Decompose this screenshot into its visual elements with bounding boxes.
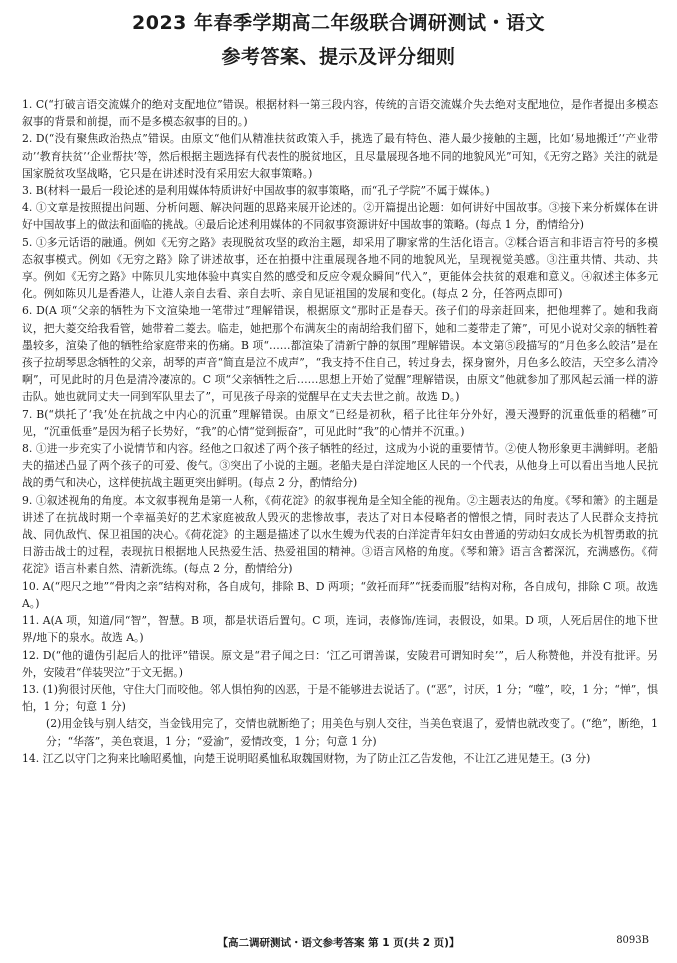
answer-item: 1. C(“打破言语交流媒介的绝对支配地位”错误。根据材料一第三段内容，传统的言语交流媒介失去绝对支配地位，是作者提出多模态叙事的背景和前提，而不是多模态叙事的目的。) [22,98,658,129]
footer-code: 8093B [616,935,649,946]
answer-item: 10. A(“咫尺之地”“骨肉之亲”结构对称，各自成句，排除 B、D 两项；“敛衽而拜”“抚委而服”结构对称，各自成句，排除 C 项。故选 A。) [22,579,658,610]
answer-item: 2. D(“没有聚焦政治热点”错误。由原文“他们从精准扶贫政策入手，挑选了最有特色、港人最少接触的主题，比如‘易地搬迁’‘产业带动’‘教育扶贫’‘企业帮扶’等，然后根据主题选择有代表性的脱贫地区，且尽量展现各地不同的地貌风光”可知，《无穷之路》关注的就是国家脱贫攻坚战略，它只是在讲述时没有采用宏大叙事策略。) [22,132,658,180]
answer-subitem: (2)用金钱与别人结交，当金钱用完了，交情也就断绝了；用美色与别人交往，当美色衰退了，爱情也就改变了。(“绝”，断绝，1 分；“华落”，美色衰退，1 分；“爱渝”，爱情改变，1 分；句意 1 分) [46,717,658,748]
answer-item: 11. A(A 项，知道/同“智”，智慧。B 项，都是状语后置句。C 项，连词，表修饰/连词，表假设，如果。D 项，人死后居住的地下世界/地下的泉水。故选 A。) [22,614,658,645]
answer-list [22,96,658,767]
answer-item: 12. D(“他的谴伪引起后人的批评”错误。原文是“君子闻之曰：‘江乙可谓善谋，安陵君可谓知时矣’”，后人称赞他，并没有批评。另外，安陵君“佯装哭泣”于文无据。) [22,648,658,679]
answer-item: 7. B(“烘托了‘我’处在抗战之中内心的沉重”理解错误。由原文“已经是初秋，稻子比往年分外好，漫天漫野的沉重低垂的稻穗”可见，“沉重低垂”是因为稻子长势好，“我”的心情“觉到振奋”，可见此时“我”的心情并不沉重。) [22,407,658,438]
answer-item: 6. D(A 项“父亲的牺牲为下文渲染地一笔带过”理解错误，根据原文“那时正是春天。孩子们的母亲赶回来，把他埋葬了。她和我商议，把大菱交给我看管，她带着二菱去。临走，她把那个布满灰尘的南胡给我们留下，她和二菱带走了箫”，可见小说对父亲的牺牲着墨较多，渲染了他的牺牲给家庭带来的伤痛。B 项“……都渲染了清新宁静的氛围”理解错误。本文第⑤段描写的“月色多么皎洁”是在孩子拉胡琴思念牺牲的父亲，胡琴的声音“简直是泣不成声”，“我支持不住自己，转过身去，探身窗外，月色多么皎洁，天空多么清冷啊”，可见此时的月色是清冷凄凉的。C 项“父亲牺牲之后……思想上开始了觉醒”理解错误，由原文“他就参加了那风起云涌一样的游击队。她也就同丈夫一同到军队里去了”，可见孩子母亲的觉醒早在丈夫去世之前。故选 D。) [22,304,658,404]
page-footer [0,935,677,953]
page-title: 2023 年春季学期高二年级联合调研测试・语文 [132,12,545,34]
answer-item: 5. ①多元话语的融通。例如《无穷之路》表现脱贫攻坚的政治主题，却采用了聊家常的生活化语言。②糅合语言和非语言符号的多模态叙事模式。例如《无穷之路》除了讲述故事，还在拍摄中注重展现各地不同的地貌风光，呈现视觉美感。③注重共情、共动、共享。例如《无穷之路》中陈贝儿实地体验中真实自然的感受和反应令观众瞬间“代入”，更能体会扶贫的艰难和意义。④叙述主体多元化。例如陈贝儿是香港人，让港人亲自去看、亲自去听、亲自见证祖国的发展和变化。(每点 2 分，任答两点即可) [22,235,658,301]
answer-item: 8. ①进一步充实了小说情节和内容。经他之口叙述了两个孩子牺牲的经过，这成为小说的重要情节。②使人物形象更丰满鲜明。老船夫的描述凸显了两个孩子的可爱、俊气。③突出了小说的主题。老船夫是白洋淀地区人民的一个代表，从他身上可以看出当地人民抗战的勇气和决心，这样使抗战主题更突出鲜明。(每点 2 分，酌情给分) [22,442,658,490]
answer-item: 4. ①文章是按照提出问题、分析问题、解决问题的思路来展开论述的。②开篇提出论题：如何讲好中国故事。③接下来分析媒体在讲好中国故事上的做法和面临的挑战。④最后论述利用媒体的不同叙事资源讲好中国故事的策略。(每点 1 分，酌情给分) [22,201,658,232]
answer-item: 13. (1)狗很讨厌他，守住大门而咬他。邻人惧怕狗的凶恶，于是不能够进去说话了。(“恶”，讨厌，1 分；“噬”，咬，1 分；“惮”，惧怕，1 分；句意 1 分) [22,682,658,714]
answer-item: 14. 江乙以守门之狗来比喻昭奚恤，向楚王说明昭奚恤私取魏国财物，为了防止江乙告发他，不让江乙进见楚王。(3 分) [22,751,591,765]
answer-item: 9. ①叙述视角的角度。本文叙事视角是第一人称，《荷花淀》的叙事视角是全知全能的视角。②主题表达的角度。《琴和箫》的主题是讲述了在抗战时期一个幸福美好的艺术家庭被敌人毁灭的悲惨故事，表达了对日本侵略者的憎恨之情，同时表达了人民群众支持抗战、同仇敌忾、保卫祖国的决心。《荷花淀》的主题是描述了以水生嫂为代表的白洋淀青年妇女由普通的劳动妇女成长为机智勇敢的抗日游击战士的过程，表现抗日根据地人民热爱生活、热爱祖国的精神。③语言风格的角度。《琴和箫》语言含蓄深沉，充满感伤。《荷花淀》语言朴素自然、清新洗练。(每点 2 分，酌情给分) [22,493,658,576]
page-subtitle: 参考答案、提示及评分细则 [221,46,456,68]
footer-page-info: 【高二调研测试・语文参考答案 第 1 页(共 2 页)】 [217,937,460,949]
answer-item: 3. B(材料一最后一段论述的是利用媒体特质讲好中国故事的叙事策略，而“孔子学院”不属于媒体。) [22,184,490,198]
